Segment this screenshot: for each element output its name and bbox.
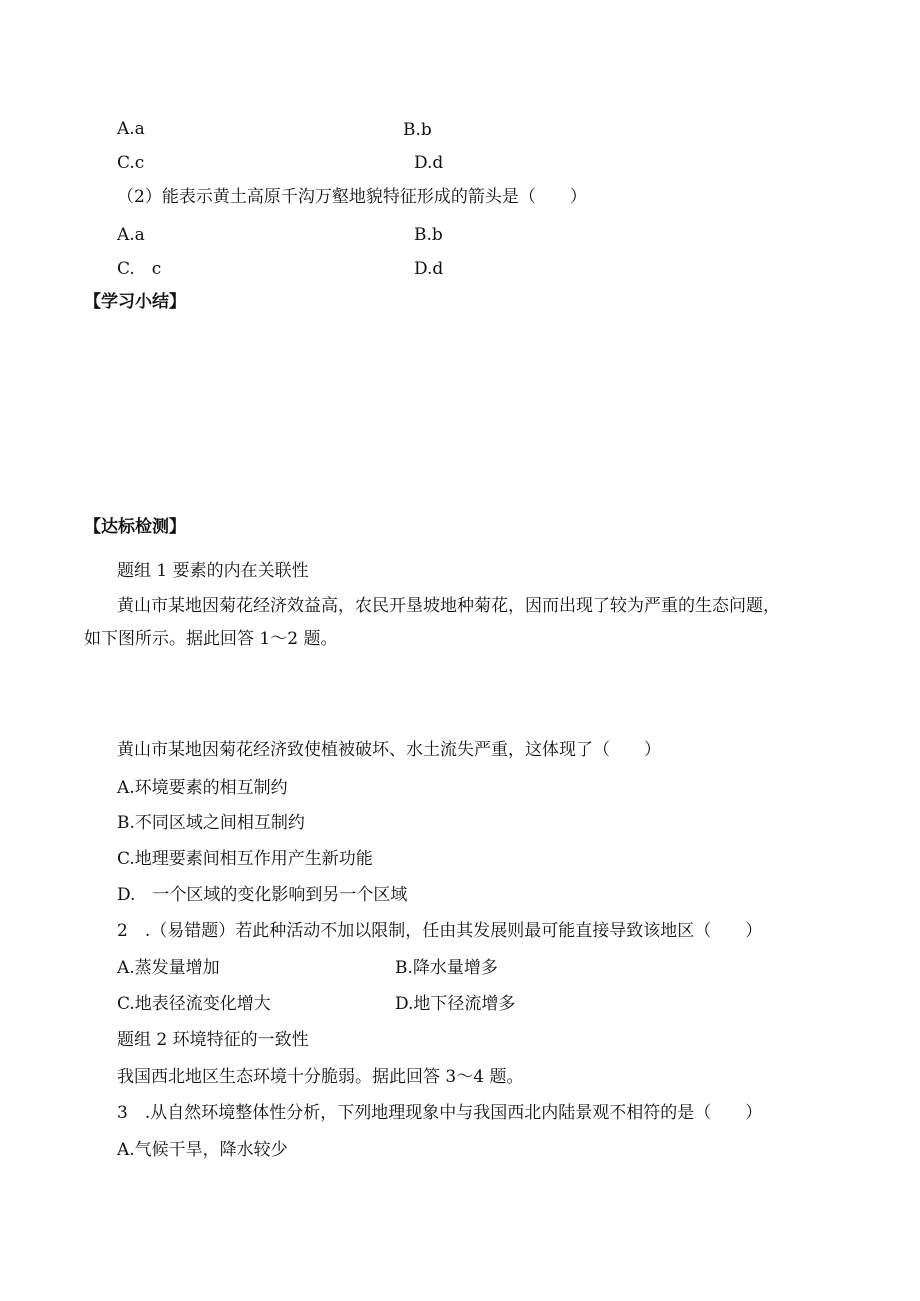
option-d: D.d xyxy=(414,259,444,279)
question-3-text: 3 .从自然环境整体性分析，下列地理现象中与我国西北内陆景观不相符的是（ ） xyxy=(117,1103,763,1123)
option-c: C. c xyxy=(117,259,162,279)
question-2-option-a: A.蒸发量增加 xyxy=(117,958,220,978)
group-1-stem-line-1: 黄山市某地因菊花经济效益高，农民开垦坡地种菊花，因而出现了较为严重的生态问题， xyxy=(117,596,780,616)
option-c: C.c xyxy=(117,153,145,173)
question-2-text: （2）能表示黄土高原千沟万壑地貌特征形成的箭头是（ ） xyxy=(117,187,587,207)
option-b: B.b xyxy=(403,120,432,140)
group-1-stem-line-2: 如下图所示。据此回答 1～2 题。 xyxy=(84,629,338,649)
question-1-option-d: D. 一个区域的变化影响到另一个区域 xyxy=(117,885,408,905)
option-a: A.a xyxy=(117,225,145,245)
option-d: D.d xyxy=(414,153,444,173)
option-b: B.b xyxy=(414,225,443,245)
group-1-title: 题组 1 要素的内在关联性 xyxy=(117,561,309,581)
group-2-title: 题组 2 环境特征的一致性 xyxy=(117,1030,309,1050)
question-3-option-a: A.气候干旱，降水较少 xyxy=(117,1140,288,1160)
option-a: A.a xyxy=(117,119,145,139)
question-1-option-b: B.不同区域之间相互制约 xyxy=(117,813,305,833)
section-heading-summary: 【学习小结】 xyxy=(84,292,186,312)
question-1-option-c: C.地理要素间相互作用产生新功能 xyxy=(117,849,373,869)
question-1-text: 黄山市某地因菊花经济致使植被破坏、水土流失严重，这体现了（ ） xyxy=(117,740,661,760)
question-2-option-d: D.地下径流增多 xyxy=(395,994,516,1014)
section-heading-check: 【达标检测】 xyxy=(84,517,186,537)
question-2-easy-error-text: 2 .（易错题）若此种活动不加以限制，任由其发展则最可能直接导致该地区（ ） xyxy=(117,921,763,941)
question-2-option-b: B.降水量增多 xyxy=(395,958,498,978)
group-2-stem: 我国西北地区生态环境十分脆弱。据此回答 3～4 题。 xyxy=(117,1067,524,1087)
question-1-option-a: A.环境要素的相互制约 xyxy=(117,778,288,798)
question-2-option-c: C.地表径流变化增大 xyxy=(117,994,271,1014)
